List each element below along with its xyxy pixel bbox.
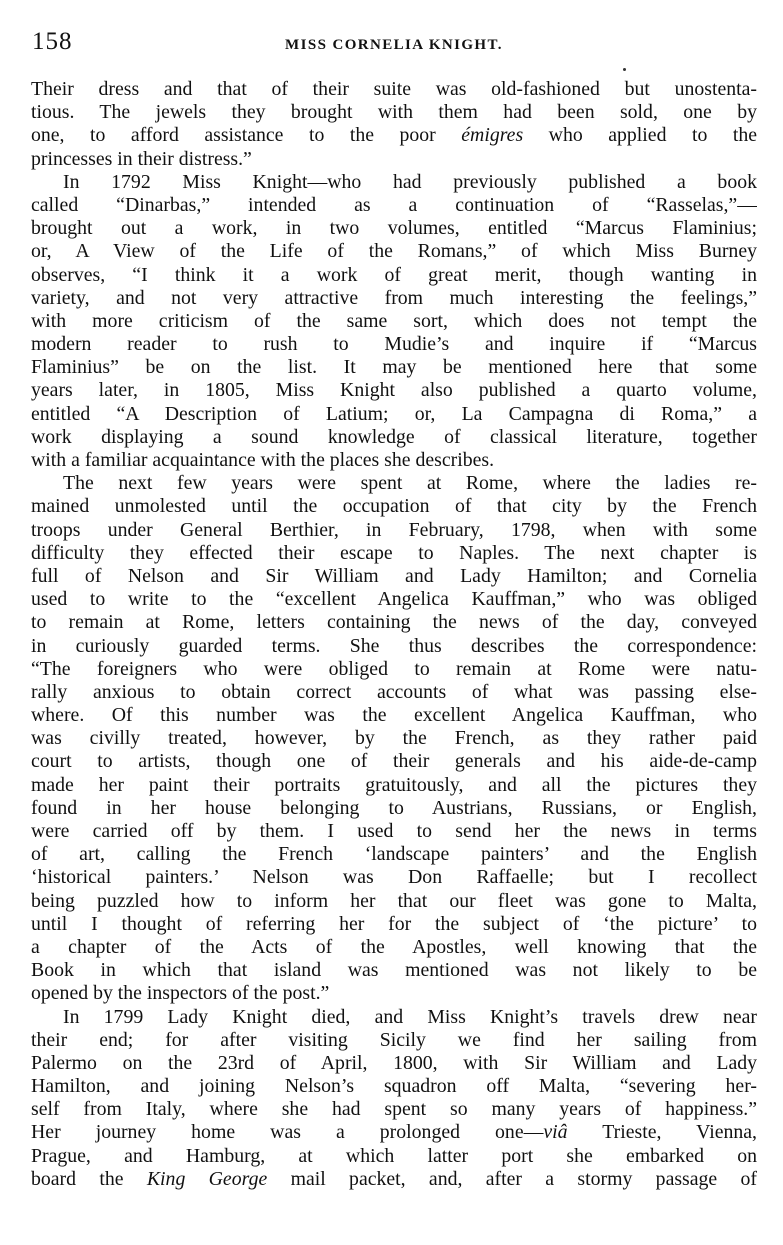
text-fragment: Trieste, Vienna, bbox=[567, 1121, 757, 1144]
text-line: entitled “A Description of Latium; or, La Campagna di Roma,” a bbox=[31, 402, 757, 425]
text-line bbox=[31, 124, 757, 147]
text-line: opened by the inspectors of the post.” bbox=[31, 982, 330, 1005]
italic-word: viâ bbox=[543, 1121, 568, 1144]
text-line: Prague, and Hamburg, at which latter port she embarked on bbox=[31, 1144, 757, 1167]
text-fragment: Her journey home was a prolonged one— bbox=[31, 1121, 544, 1144]
text-line: “The foreigners who were obliged to remain at Rome were natu- bbox=[31, 657, 757, 680]
text-line: mained unmolested until the occupation of that city by the French bbox=[31, 495, 757, 518]
text-line: until I thought of referring her for the subject of ‘the picture’ to bbox=[31, 912, 757, 935]
text-line: were carried off by them. I used to send her the news in terms bbox=[31, 820, 757, 842]
text-line: Their dress and that of their suite was old-fashioned but unostenta- bbox=[31, 78, 757, 100]
text-line: Hamilton, and joining Nelson’s squadron off Malta, “severing her- bbox=[31, 1075, 757, 1098]
text-line: where. Of this number was the excellent Angelica Kauffman, who bbox=[31, 704, 757, 727]
text-line: full of Nelson and Sir William and Lady Hamilton; and Cornelia bbox=[31, 564, 757, 587]
text-line: variety, and not very attractive from much interesting the feelings,” bbox=[31, 286, 757, 309]
text-line: was civilly treated, however, by the French, as they rather paid bbox=[31, 727, 757, 750]
text-line: brought out a work, in two volumes, entitled “Marcus Flaminius; bbox=[31, 217, 757, 240]
text-line: observes, “I think it a work of great merit, though wanting in bbox=[31, 263, 757, 286]
text-line: Book in which that island was mentioned was not likely to be bbox=[31, 959, 757, 982]
text-line: rally anxious to obtain correct accounts of what was passing else- bbox=[31, 680, 757, 703]
text-fragment: mail packet, and, after a stormy passage of bbox=[267, 1167, 757, 1190]
text-fragment: who applied to the bbox=[523, 124, 757, 147]
text-line: years later, in 1805, Miss Knight also published a quarto volume, bbox=[31, 379, 757, 402]
text-line bbox=[31, 1121, 757, 1144]
text-line: made her paint their portraits gratuitously, and all the pictures they bbox=[31, 773, 757, 796]
page-number: 158 bbox=[32, 28, 73, 55]
text-line: ‘historical painters.’ Nelson was Don Raffaelle; but I recollect bbox=[31, 866, 757, 889]
text-line: Palermo on the 23rd of April, 1800, with Sir William and Lady bbox=[31, 1051, 757, 1074]
text-line: tious. The jewels they brought with them had been sold, one by bbox=[31, 101, 757, 124]
text-line: used to write to the “excellent Angelica Kauffman,” who was obliged bbox=[31, 588, 757, 611]
text-line: called “Dinarbas,” intended as a continuation of “Rasselas,”— bbox=[31, 193, 757, 216]
running-title: MISS CORNELIA KNIGHT. bbox=[285, 37, 503, 53]
text-line: princesses in their distress.” bbox=[31, 147, 252, 170]
text-fragment: board the bbox=[31, 1167, 147, 1190]
text-line: work displaying a sound knowledge of classical literature, together bbox=[31, 425, 757, 448]
text-line: in curiously guarded terms. She thus describes the correspondence: bbox=[31, 634, 757, 657]
paragraph-start-line: The next few years were spent at Rome, where the ladies re- bbox=[63, 472, 757, 495]
text-line: self from Italy, where she had spent so many years of happiness.” bbox=[31, 1098, 757, 1121]
text-line: modern reader to rush to Mudie’s and inquire if “Marcus bbox=[31, 333, 757, 356]
page-header bbox=[32, 28, 756, 68]
text-line: Flaminius” be on the list. It may be mentioned here that some bbox=[31, 356, 757, 379]
body-text bbox=[31, 78, 757, 1238]
paragraph-start-line: In 1792 Miss Knight—who had previously published a book bbox=[63, 170, 757, 193]
text-line: being puzzled how to inform her that our fleet was gone to Malta, bbox=[31, 889, 757, 912]
text-line bbox=[31, 1168, 757, 1191]
text-line: of art, calling the French ‘landscape painters’ and the English bbox=[31, 843, 757, 866]
text-line: with a familiar acquaintance with the places she describes. bbox=[31, 449, 495, 471]
paragraph-start-line: In 1799 Lady Knight died, and Miss Knight’s travels drew near bbox=[63, 1005, 757, 1028]
text-line: their end; for after visiting Sicily we find her sailing from bbox=[31, 1028, 757, 1051]
text-line: court to artists, though one of their generals and his aide-de-camp bbox=[31, 750, 757, 773]
italic-word: émigres bbox=[461, 124, 524, 147]
text-line: difficulty they effected their escape to Naples. The next chapter is bbox=[31, 541, 757, 564]
text-line: troops under General Berthier, in February, 1798, when with some bbox=[31, 518, 757, 541]
text-line: found in her house belonging to Austrians, Russians, or English, bbox=[31, 796, 757, 819]
text-line: a chapter of the Acts of the Apostles, well knowing that the bbox=[31, 935, 757, 958]
printer-mark bbox=[623, 68, 626, 71]
text-line: to remain at Rome, letters containing the news of the day, conveyed bbox=[31, 611, 757, 634]
text-line: with more criticism of the same sort, which does not tempt the bbox=[31, 309, 757, 332]
text-line: or, A View of the Life of the Romans,” of which Miss Burney bbox=[31, 240, 757, 263]
text-fragment: one, to afford assistance to the poor bbox=[31, 124, 462, 147]
italic-ship-name: King George bbox=[146, 1167, 268, 1190]
